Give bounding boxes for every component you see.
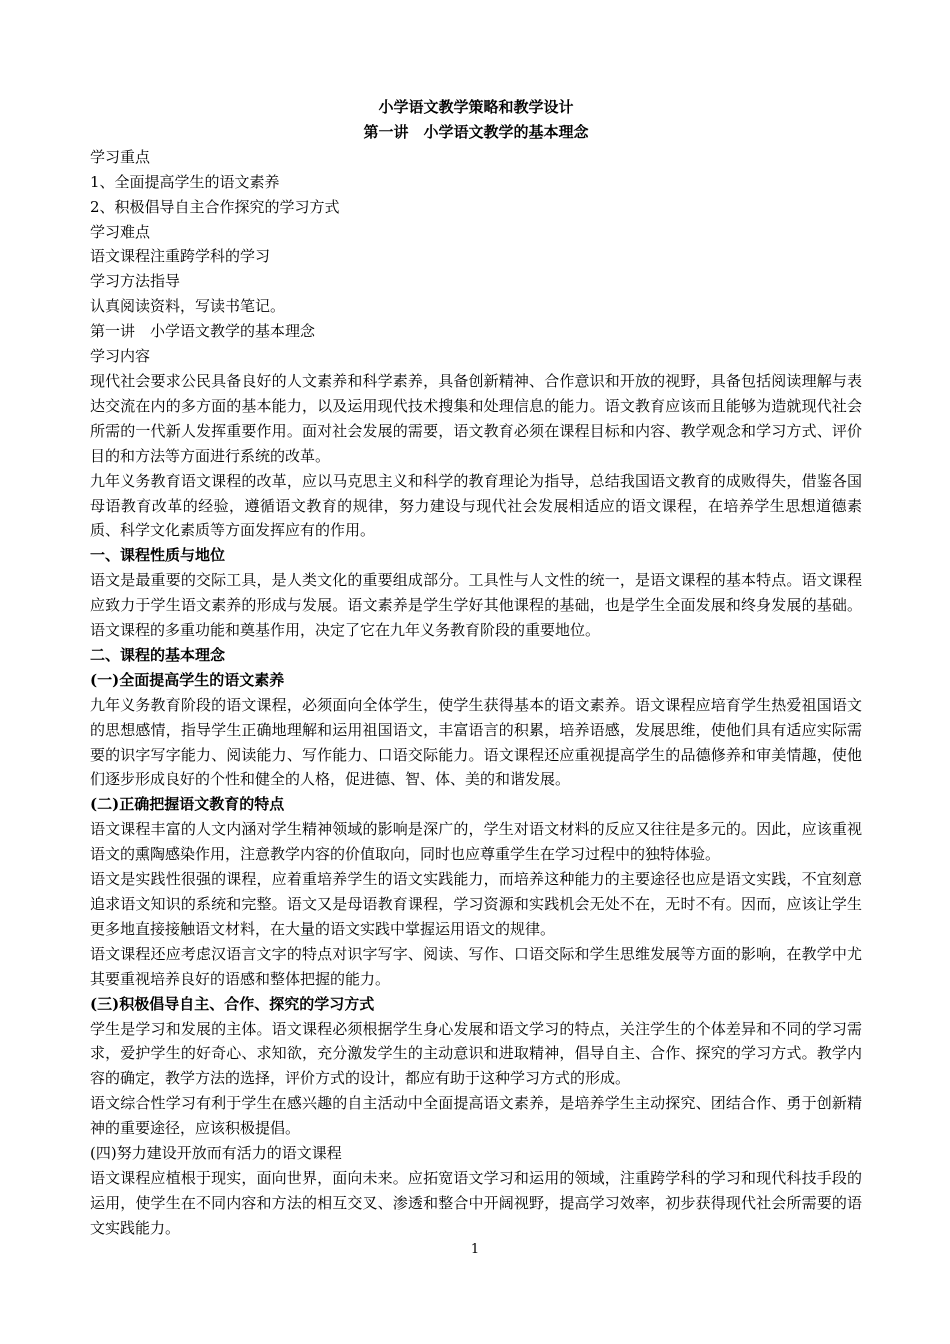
intro-paragraph-1: 现代社会要求公民具备良好的人文素养和科学素养，具备创新精神、合作意识和开放的视野，具备包括阅读理解与表达交流在内的多方面的基本能力，以及运用现代技术搜集和处理信息的能力。语文教育应该而且能够为造就现代社会所需的一代新人发挥重要作用。面对社会发展的需要，语文教育必须在课程目标和内容、教学观念和学习方式、评价目的和方法等方面进行系统的改革。: [90, 371, 862, 465]
subsection-2-paragraph-2: 语文是实践性很强的课程，应着重培养学生的语文实践能力，而培养这种能力的主要途径也应是语文实践，不宜刻意追求语文知识的系统和完整。语文又是母语教育课程，学习资源和实践机会无处不在，无时不有。因而，应该让学生更多地直接接触语文材料，在大量的语文实践中掌握运用语文的规律。: [90, 870, 862, 938]
subsection-3-heading: (三)积极倡导自主、合作、探究的学习方式: [90, 994, 375, 1013]
section-2-heading: 二、课程的基本理念: [90, 645, 226, 664]
study-content-label: 学习内容: [90, 347, 151, 366]
intro-paragraph-2: 九年义务教育语文课程的改革，应以马克思主义和科学的教育理论为指导，总结我国语文教育的成败得失，借鉴各国母语教育改革的经验，遵循语文教育的规律，努力建设与现代社会发展相适应的语文课程，在培养学生思想道德素质、科学文化素质等方面发挥应有的作用。: [90, 471, 862, 540]
study-method-item: 认真阅读资料，写读书笔记。: [90, 297, 286, 316]
lecture-heading: 第一讲 小学语文教学的基本理念: [90, 322, 316, 341]
subsection-2-paragraph-3: 语文课程还应考虑汉语言文字的特点对识字写字、阅读、写作、口语交际和学生思维发展等方面的影响，在教学中尤其要重视培养良好的语感和整体把握的能力。: [90, 944, 862, 988]
study-focus-item-1: 1、全面提高学生的语文素养: [90, 172, 280, 191]
study-difficulty-label: 学习难点: [90, 222, 151, 241]
document-title: 小学语文教学策略和教学设计: [378, 98, 574, 116]
page-number: 1: [470, 1242, 480, 1257]
document-body: [90, 95, 862, 1241]
study-focus-label: 学习重点: [90, 147, 151, 166]
study-method-label: 学习方法指导: [90, 272, 181, 291]
subsection-3-paragraph-1: 学生是学习和发展的主体。语文课程必须根据学生身心发展和语文学习的特点，关注学生的个体差异和不同的学习需求，爱护学生的好奇心、求知欲，充分激发学生的主动意识和进取精神，倡导自主、合作、探究的学习方式。教学内容的确定，教学方法的选择，评价方式的设计，都应有助于这种学习方式的形成。: [90, 1019, 862, 1088]
document-subtitle: 第一讲 小学语文教学的基本理念: [363, 122, 589, 141]
subsection-2-paragraph-1: 语文课程丰富的人文内涵对学生精神领域的影响是深广的，学生对语文材料的反应又往往是多元的。因此，应该重视语文的熏陶感染作用，注意教学内容的价值取向，同时也应尊重学生在学习过程中的独特体验。: [90, 820, 862, 864]
section-1-paragraph: 语文是最重要的交际工具，是人类文化的重要组成部分。工具性与人文性的统一，是语文课程的基本特点。语文课程应致力于学生语文素养的形成与发展。语文素养是学生学好其他课程的基础，也是学生全面发展和终身发展的基础。语文课程的多重功能和奠基作用，决定了它在九年义务教育阶段的重要地位。: [90, 571, 862, 640]
section-1-heading: 一、课程性质与地位: [90, 546, 226, 565]
study-focus-item-2: 2、积极倡导自主合作探究的学习方式: [90, 197, 340, 216]
subsection-2-heading: (二)正确把握语文教育的特点: [90, 795, 285, 814]
study-difficulty-item: 语文课程注重跨学科的学习: [90, 247, 271, 266]
subsection-1-heading: (一)全面提高学生的语文素养: [90, 670, 285, 689]
subsection-3-paragraph-2: 语文综合性学习有利于学生在感兴趣的自主活动中全面提高语文素养，是培养学生主动探究、团结合作、勇于创新精神的重要途径，应该积极提倡。: [90, 1094, 862, 1138]
subsection-1-paragraph: 九年义务教育阶段的语文课程，必须面向全体学生，使学生获得基本的语文素养。语文课程应培育学生热爱祖国语文的思想感情，指导学生正确地理解和运用祖国语文，丰富语言的积累，培养语感，发展思维，使他们具有适应实际需要的识字写字能力、阅读能力、写作能力、口语交际能力。语文课程还应重视提高学生的品德修养和审美情趣，使他们逐步形成良好的个性和健全的人格，促进德、智、体、美的和谐发展。: [90, 695, 862, 789]
subsection-4-heading: (四)努力建设开放而有活力的语文课程: [90, 1144, 342, 1163]
subsection-4-paragraph: 语文课程应植根于现实，面向世界，面向未来。应拓宽语文学习和运用的领域，注重跨学科的学习和现代科技手段的运用，使学生在不同内容和方法的相互交叉、渗透和整合中开阔视野，提高学习效率，初步获得现代社会所需要的语文实践能力。: [90, 1168, 862, 1237]
